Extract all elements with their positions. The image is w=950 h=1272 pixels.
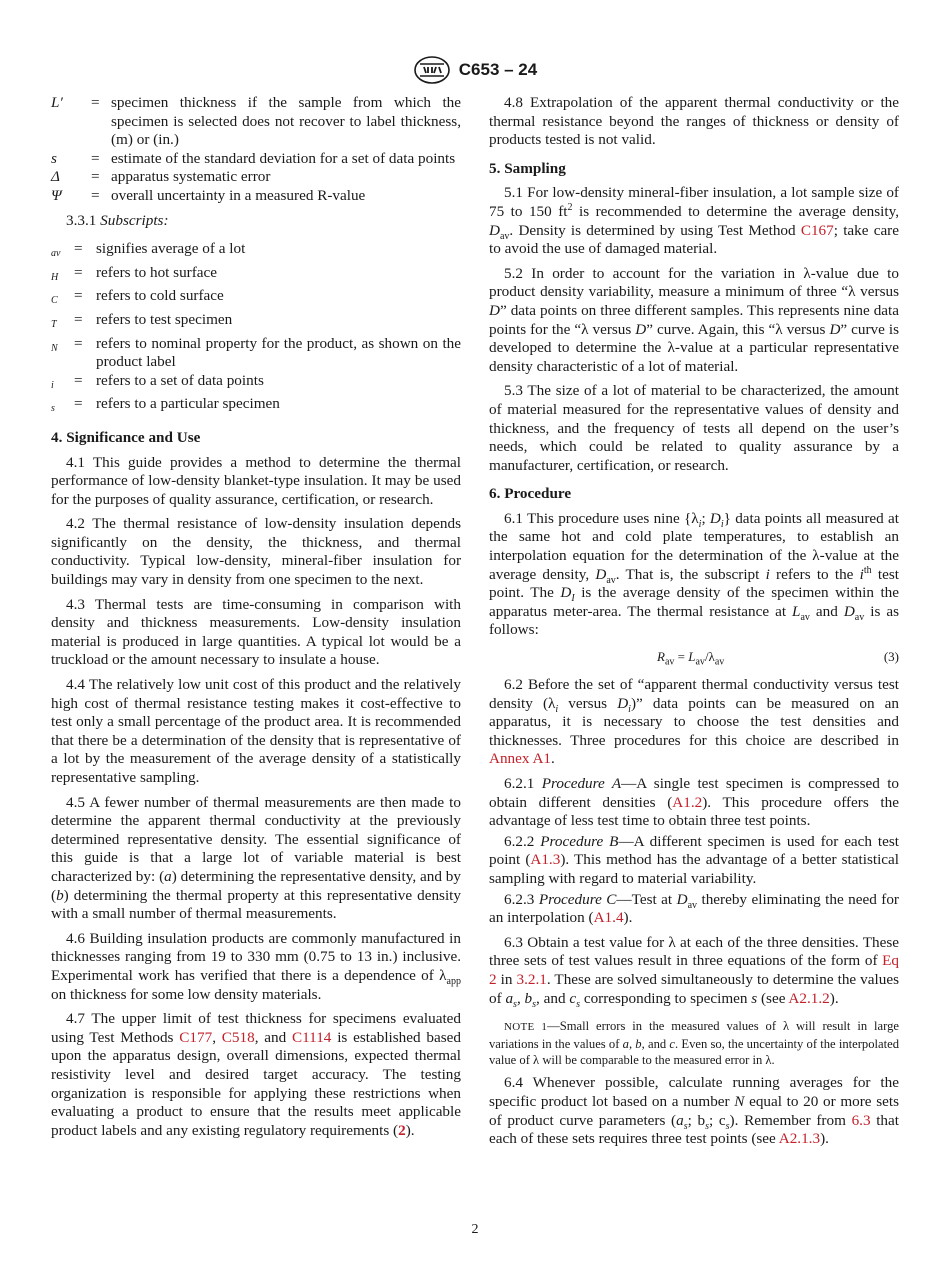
note-1: NOTE 1—Small errors in the measured values of λ will result in large variations in the values of a, b, and c. Even so, the uncertainty of the interpolated value of λ will be comparable to the measured error in λ. bbox=[489, 1019, 900, 1067]
note-label: NOTE 1 bbox=[504, 1021, 548, 1034]
def-equals: = bbox=[74, 287, 83, 305]
link-6-3[interactable]: 6.3 bbox=[851, 1111, 871, 1129]
link-c177[interactable]: C177 bbox=[179, 1028, 213, 1046]
subscript-symbol: i bbox=[51, 379, 54, 391]
paragraph-4-1: 4.1 This guide provides a method to determine the thermal performance of low-density blanket-type insulation. It may be used for the purposes of quality assurance, certification, or research. bbox=[51, 453, 461, 508]
astm-logo-icon bbox=[413, 56, 451, 84]
paragraph-6-2: 6.2 Before the set of “apparent thermal conductivity versus test density ($\lambda_i$ versus $D_i$)” data points can be measured on an apparatus, it is necessary to choose the test densities and thicknesses. Three procedures for this choice are described in Annex A1. bbox=[489, 676, 900, 768]
paragraph-4-7: 4.7 The upper limit of test thickness for specimens evaluated using Test Methods C177, C518, and C1114 is established based upon the apparatus design, overall dimensions, expected thermal resistivity level and desired target accuracy. The testing organization is responsible for applying these restrictions when evaluating a product to ensure that the results meet applicable product labels and any existing regulatory requirements (2). bbox=[51, 1010, 461, 1139]
def-equals: = bbox=[74, 371, 83, 389]
subscript-text: refers to a set of data points bbox=[96, 371, 264, 389]
link-a2-1-2[interactable]: A2.1.2 bbox=[788, 989, 830, 1007]
equation-formula: $R_{av} = L_{av}/\lambda_{av}$ bbox=[657, 649, 725, 668]
subscript-text: refers to cold surface bbox=[96, 287, 224, 305]
def-symbol: s bbox=[51, 149, 57, 167]
subscript-symbol: C bbox=[51, 295, 58, 307]
subscripts-label: Subscripts: bbox=[100, 211, 169, 229]
right-column bbox=[489, 94, 899, 1155]
definition-row bbox=[51, 168, 461, 187]
def-text: estimate of the standard deviation for a set of data points bbox=[111, 149, 456, 167]
paragraph-4-3: 4.3 Thermal tests are time-consuming in comparison with density and thickness measurements. Low-density insulation material is produced in large quantities. A typical lot would be a truckload or the amount necessary to insulate a house. bbox=[51, 595, 461, 669]
def-equals: = bbox=[74, 334, 83, 352]
definition-row bbox=[51, 187, 461, 206]
subscript-symbol: av bbox=[51, 248, 61, 260]
def-equals: = bbox=[91, 94, 100, 111]
def-equals: = bbox=[91, 168, 100, 186]
subscript-row bbox=[51, 311, 461, 335]
subscript-symbol: N bbox=[51, 342, 58, 354]
paragraph-4-4: 4.4 The relatively low unit cost of this product and the relatively high cost of thermal resistance testing makes it cost-effective to test only a small percentage of the product area. It is recommended that there be a determination of the density that is representative of a lot by the measurement of the average density of a statistically representative sampling. bbox=[51, 676, 461, 786]
def-equals: = bbox=[74, 395, 83, 413]
paragraph-6-1: 6.1 This procedure uses nine {$\lambda_i$; $D_i$} data points all measured at the same hot and cold plate temperatures, to establish an interpolation equation for the determination of the λ-value at the average density, $D_{av}$. That is, the subscript i refers to the $i^{th}$ test point. The $D_I$ is the average density of the specimen within the apparatus meter-area. The thermal resistance at $L_{av}$ and $D_{av}$ is as follows: bbox=[489, 509, 899, 639]
standard-designation: C653 – 24 bbox=[458, 60, 538, 79]
link-annex-a1[interactable]: Annex A1 bbox=[489, 750, 552, 768]
subscript-text: refers to a particular specimen bbox=[96, 395, 280, 413]
subscript-row bbox=[51, 240, 461, 264]
def-symbol: Δ bbox=[51, 168, 60, 186]
paragraph-4-2: 4.2 The thermal resistance of low-density insulation depends significantly on the density, the thickness, and thermal conductivity. Typical low-density, mineral-fiber insulation for buildings may vary in density from one specimen to the next. bbox=[51, 515, 461, 589]
section-heading: 6. Procedure bbox=[489, 485, 572, 503]
subscript-text: refers to hot surface bbox=[96, 263, 218, 281]
paragraph-4-8: 4.8 Extrapolation of the apparent thermal conductivity or the thermal resistance beyond the ranges of thickness or density of products tested is not valid. bbox=[489, 94, 899, 149]
def-symbol: Ψ bbox=[51, 186, 62, 204]
section-heading: 4. Significance and Use bbox=[51, 428, 201, 446]
left-column bbox=[51, 94, 461, 1146]
link-c167[interactable]: C167 bbox=[800, 221, 834, 239]
link-c1114[interactable]: C1114 bbox=[292, 1028, 332, 1046]
paragraph-5-2: 5.2 In order to account for the variation in λ-value due to product density variability, measure a minimum of three “λ versus D” data points on three different samples. This represents nine data points for the “λ versus D” curve. Again, this “λ versus D” curve is developed to determine the λ-value at a particular representative density characteristic of a lot of material. bbox=[489, 264, 899, 375]
link-a1-2[interactable]: A1.2 bbox=[672, 793, 703, 811]
paragraph-6-2-3: 6.2.3 Procedure C—Test at $D_{av}$ thereby eliminating the need for an interpolation (A1.4). bbox=[489, 890, 899, 927]
ref-link-2[interactable]: 2 bbox=[398, 1121, 406, 1139]
subscript-text: refers to test specimen bbox=[96, 310, 233, 328]
subscript-symbol: s bbox=[51, 403, 55, 415]
def-equals: = bbox=[74, 263, 83, 281]
subscript-row bbox=[51, 335, 461, 372]
paragraph-4-6: 4.6 Building insulation products are commonly manufactured in thicknesses ranging from 19 to 330 mm (0.75 to 13 in.) inclusive. Experimental work has verified that there is a dependence of $\lambda_{app}$ on thickness for some low density materials. bbox=[51, 929, 461, 1003]
paragraph-4-5: 4.5 A fewer number of thermal measurements are then made to determine the apparent thermal conductivity at the previously determined representative density. The essential significance of this guide is that a large lot of variable material is best characterized by: (a) determining the representative density, and by (b) determining the thermal property at this representative density with a small number of thermal measurements. bbox=[51, 793, 461, 923]
link-eq-2[interactable]: Eq 2 bbox=[489, 952, 899, 988]
def-text: apparatus systematic error bbox=[111, 168, 271, 186]
link-a2-1-3[interactable]: A2.1.3 bbox=[778, 1130, 821, 1148]
definition-row bbox=[51, 94, 461, 150]
paragraph-5-3: 5.3 The size of a lot of material to be characterized, the amount of material measured for the representative values of density and thickness, and the frequency of tests all depend on the user’s needs, which could be related to quality assurance by a manufacturer, certification, or research. bbox=[489, 382, 899, 474]
def-symbol: L′ bbox=[51, 94, 63, 111]
paragraph-6-4: 6.4 Whenever possible, calculate running averages for the specific product lot based on a number N equal to 20 or more sets of product curve parameters ($a_s$; $b_s$; $c_s$). Remember from 6.3 that each of these sets requires three test points (see A2.1.3). bbox=[489, 1074, 899, 1148]
subscript-symbol: H bbox=[51, 271, 59, 283]
def-equals: = bbox=[91, 186, 100, 204]
link-a1-3[interactable]: A1.3 bbox=[530, 851, 561, 869]
subscript-row bbox=[51, 287, 461, 311]
link-c518[interactable]: C518 bbox=[221, 1028, 255, 1046]
def-text: specimen thickness if the sample from which the specimen is selected does not recover to label thickness, (m) or (in.) bbox=[111, 94, 461, 149]
page-header bbox=[0, 56, 950, 86]
def-equals: = bbox=[91, 149, 100, 167]
link-a1-4[interactable]: A1.4 bbox=[593, 909, 624, 927]
paragraph-6-3: 6.3 Obtain a test value for λ at each of the three densities. These three sets of test values result in three equations of the form of Eq 2 in 3.2.1. These are solved simultaneously to determine the values of $a_s$, $b_s$, and $c_s$ corresponding to specimen s (see A2.1.2). bbox=[489, 933, 899, 1010]
subscript-row bbox=[51, 395, 461, 419]
subscript-row bbox=[51, 264, 461, 288]
link-3-2-1[interactable]: 3.2.1 bbox=[516, 970, 547, 988]
subscripts-number: 3.3.1 bbox=[66, 211, 97, 229]
subscript-symbol: T bbox=[51, 318, 57, 330]
definition-row bbox=[51, 150, 461, 169]
paragraph-5-1: 5.1 For low-density mineral-fiber insulation, a lot sample size of 75 to 150 $ft^2$ is recommended to determine the average density, $D_{av}$. Density is determined by using Test Method C167; take care to avoid the use of damaged material. bbox=[489, 184, 899, 258]
section-heading: 5. Sampling bbox=[489, 159, 566, 177]
def-text: overall uncertainty in a measured R-value bbox=[111, 186, 366, 204]
page-number: 2 bbox=[471, 1222, 479, 1237]
subscripts-heading bbox=[51, 212, 461, 231]
equation-number: (3) bbox=[883, 649, 899, 665]
subscript-definitions bbox=[51, 240, 461, 419]
symbol-definitions bbox=[51, 94, 461, 206]
paragraph-6-2-2: 6.2.2 Procedure B—A different specimen is used for each test point (A1.3). This method has the advantage of a better statistical sampling with regard to material variability. bbox=[489, 832, 899, 887]
paragraph-6-2-1: 6.2.1 Procedure A—A single test specimen is compressed to obtain different densities (A1.2). This procedure offers the advantage of less test time to obtain three test points. bbox=[489, 775, 900, 830]
equation-3 bbox=[489, 648, 899, 668]
subscript-text: refers to nominal property for the product, as shown on the product label bbox=[96, 334, 461, 371]
subscript-row bbox=[51, 372, 461, 396]
subscript-text: signifies average of a lot bbox=[96, 240, 246, 258]
def-equals: = bbox=[74, 240, 83, 258]
def-equals: = bbox=[74, 310, 83, 328]
